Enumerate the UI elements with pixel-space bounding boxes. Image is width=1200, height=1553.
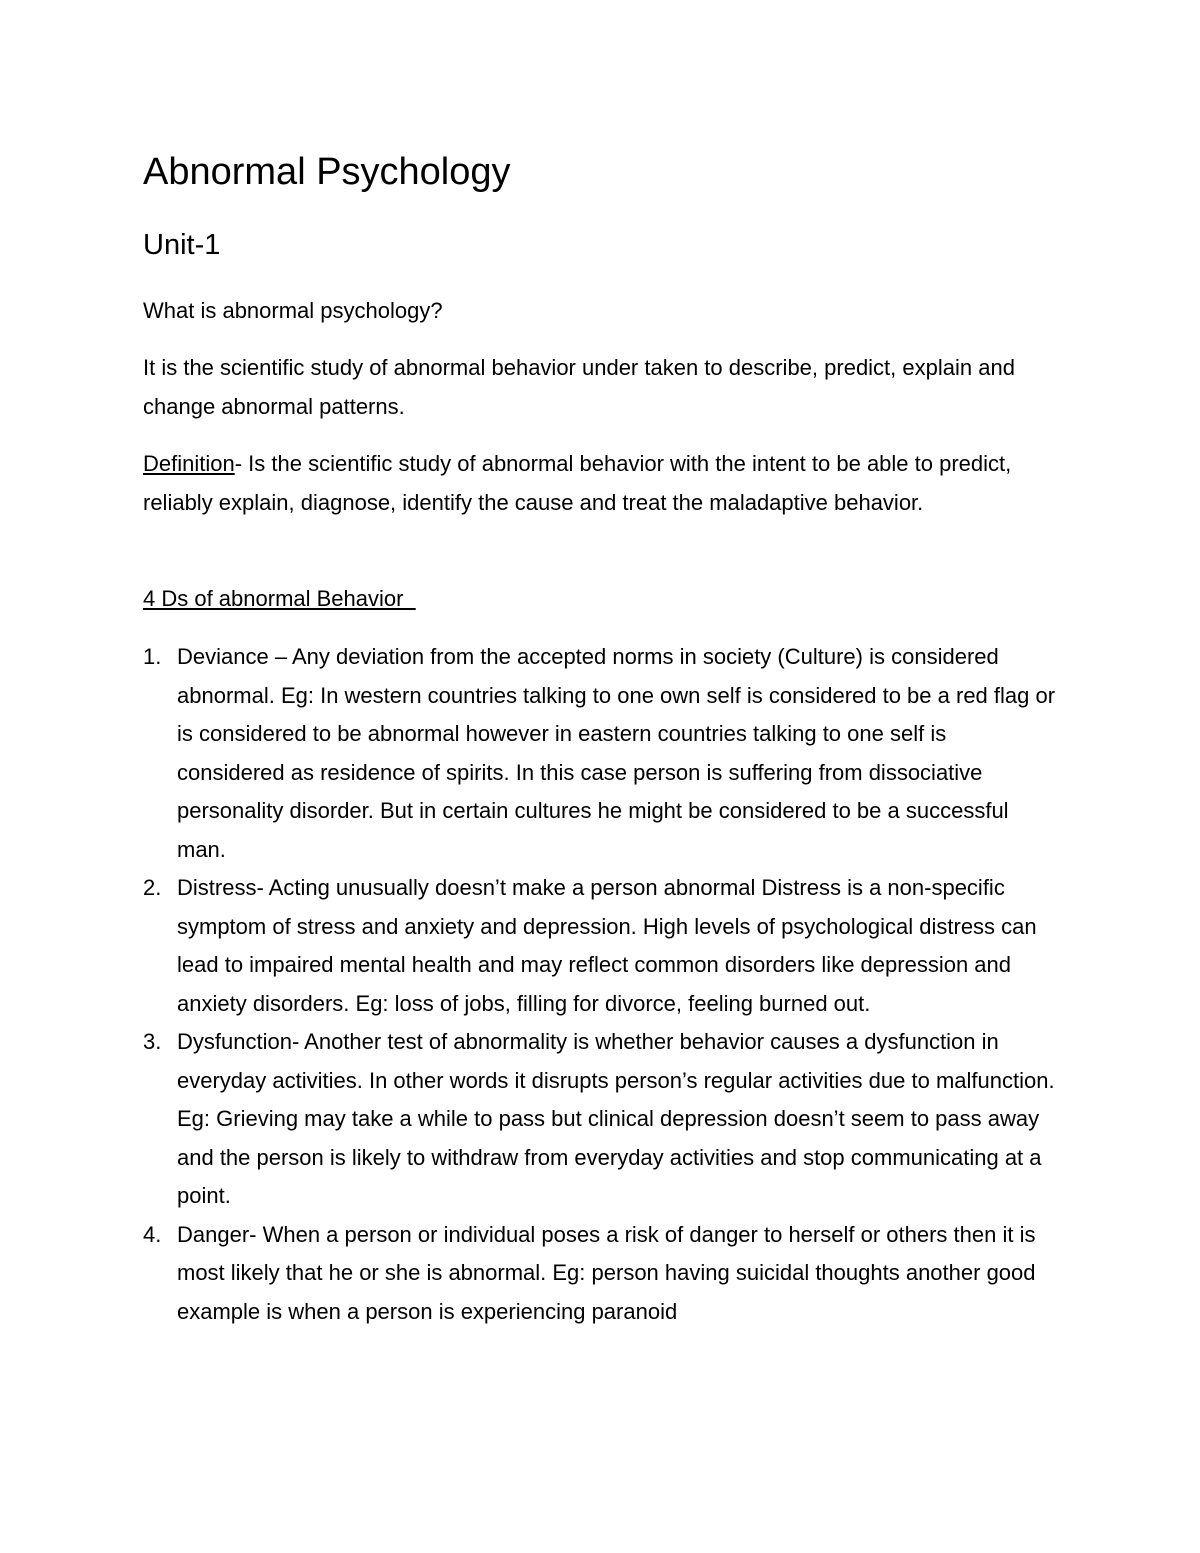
list-item-number: 4. (143, 1221, 162, 1247)
four-ds-list (143, 638, 1058, 1331)
list-item-text: Distress- Acting unusually doesn’t make a person abnormal Distress is a non-specific symptom of stress and anxiety and depression. High levels of psychological distress can lead to impaired mental health and may reflect common disorders like depression and anxiety disorders. Eg: loss of jobs, filling for divorce, feeling burned out. (177, 875, 1037, 1016)
definition-paragraph (143, 445, 1058, 522)
list-item-text: Deviance – Any deviation from the accepted norms in society (Culture) is considered abnormal. Eg: In western countries talking to one own self is considered to be a red flag or is considered to be abnormal however in eastern countries talking to one self is considered as residence of spirits. In this case person is suffering from dissociative personality disorder. But in certain cultures he might be considered to be a successful man. (177, 644, 1056, 862)
list-item-number: 1. (143, 644, 162, 669)
list-item-text: Dysfunction- Another test of abnormality is whether behavior causes a dysfunction in everyday activities. In other words it disrupts person’s regular activities due to malfunction. Eg: Grieving may take a while to pass but clinical depression doesn’t seem to pass away and the person is likely to withdraw from everyday activities and stop communicating at a point. (177, 1029, 1055, 1208)
definition-label: Definition (143, 451, 235, 476)
document-title: Abnormal Psychology (143, 151, 511, 193)
definition-text: - Is the scientific study of abnormal behavior with the intent to be able to predict, reliably explain, diagnose, identify the cause and treat the maladaptive behavior. (143, 451, 1012, 515)
list-item-number: 2. (143, 875, 162, 900)
list-item-distress (143, 869, 1058, 1023)
list-item-number: 3. (143, 1029, 162, 1054)
four-ds-heading: 4 Ds of abnormal Behavior (143, 586, 416, 611)
question-heading: What is abnormal psychology? (143, 298, 443, 323)
unit-heading: Unit-1 (143, 229, 221, 261)
list-item-deviance (143, 638, 1058, 869)
list-item-text: Danger- When a person or individual poses a risk of danger to herself or others then it is most likely that he or she is abnormal. Eg: person having suicidal thoughts another good example is when a person is experiencing paranoid (177, 1221, 1036, 1324)
list-item-danger (143, 1216, 1058, 1332)
intro-paragraph: It is the scientific study of abnormal behavior under taken to describe, predict, explain and change abnormal patterns. (143, 355, 1015, 419)
list-item-dysfunction (143, 1023, 1058, 1216)
